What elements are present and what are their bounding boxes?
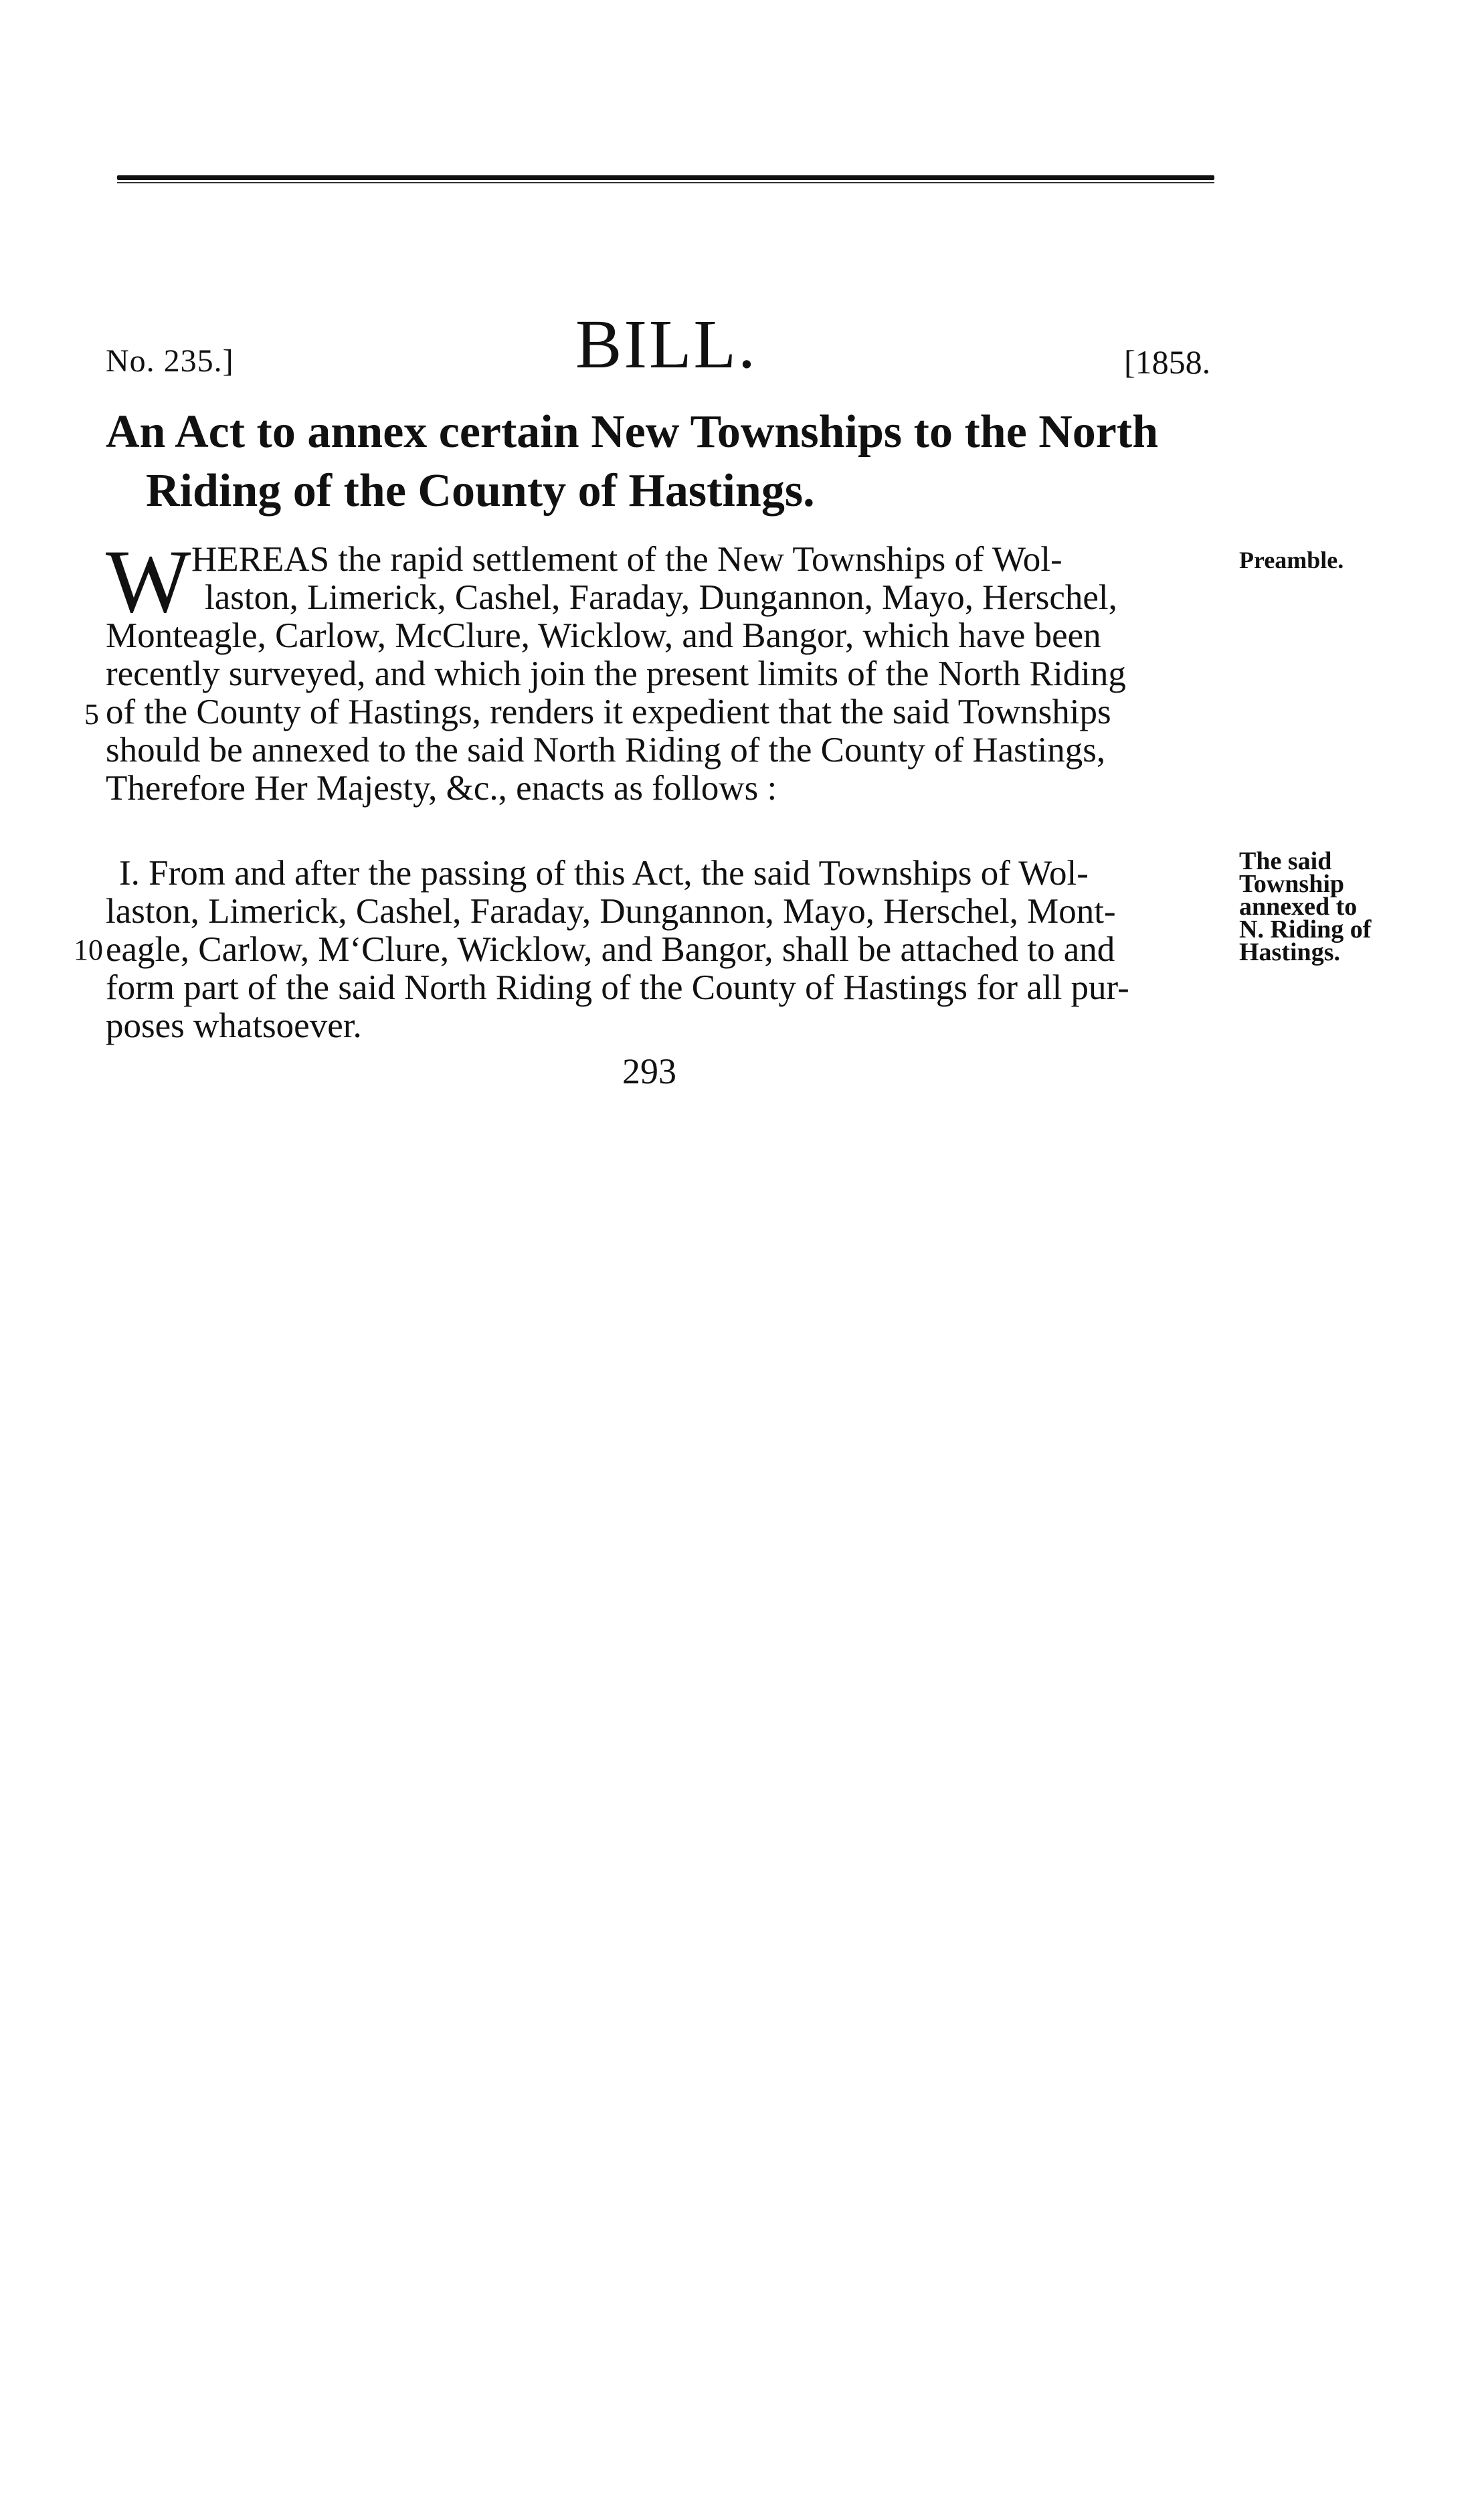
preamble-paragraph xyxy=(106,532,1243,808)
section-1-line-2: laston, Limerick, Cashel, Faraday, Dungannon, Mayo, Herschel, Mont- xyxy=(106,892,1116,931)
top-double-rule xyxy=(117,175,1214,187)
margin-note-section-1 xyxy=(1239,847,1372,966)
margin-note-line-3: annexed to xyxy=(1239,893,1358,921)
section-1-line-5: poses whatsoever. xyxy=(106,1006,362,1045)
bill-year: [1858. xyxy=(1124,343,1211,381)
preamble-line-7: Therefore Her Majesty, &c., enacts as follows : xyxy=(106,769,777,808)
preamble-line-5: of the County of Hastings, renders it expedient that the said Townships xyxy=(106,693,1111,731)
preamble-line-6: should be annexed to the said North Riding of the County of Hastings, xyxy=(106,731,1106,770)
section-1-paragraph xyxy=(106,855,1243,1045)
margin-note-line-5: Hastings. xyxy=(1239,938,1340,966)
preamble-line-2: laston, Limerick, Cashel, Faraday, Dungannon, Mayo, Herschel, xyxy=(205,578,1117,617)
top-rule-thin xyxy=(117,182,1214,183)
drop-cap: W xyxy=(106,532,191,632)
bill-number: No. 235.] xyxy=(106,343,234,379)
section-1-line-3: eagle, Carlow, M‘Clure, Wicklow, and Bangor, shall be attached to and xyxy=(106,930,1115,969)
margin-note-line-2: Township xyxy=(1239,870,1345,898)
preamble-line-1: HEREAS the rapid settlement of the New Townships of Wol- xyxy=(191,540,1062,579)
page-number: 293 xyxy=(622,1051,676,1091)
line-number-10: 10 xyxy=(74,933,103,966)
section-1-line-1: I. From and after the passing of this Act, the said Townships of Wol- xyxy=(119,854,1089,893)
line-number-5: 5 xyxy=(84,698,99,731)
top-rule-thick xyxy=(117,175,1214,180)
margin-note-preamble: Preamble. xyxy=(1239,547,1344,573)
act-title-line-1: An Act to annex certain New Townships to the North xyxy=(106,406,1159,458)
margin-note-line-4: N. Riding of xyxy=(1239,915,1372,944)
margin-note-line-1: The said xyxy=(1239,847,1332,875)
act-title-line-2: Riding of the County of Hastings. xyxy=(146,465,815,517)
bill-heading: BILL. xyxy=(575,306,758,383)
preamble-line-3: Monteagle, Carlow, McClure, Wicklow, and Bangor, which have been xyxy=(106,616,1101,655)
preamble-line-4: recently surveyed, and which join the present limits of the North Riding xyxy=(106,654,1126,693)
section-1-line-4: form part of the said North Riding of the County of Hastings for all pur- xyxy=(106,968,1129,1007)
act-title xyxy=(106,403,1243,521)
